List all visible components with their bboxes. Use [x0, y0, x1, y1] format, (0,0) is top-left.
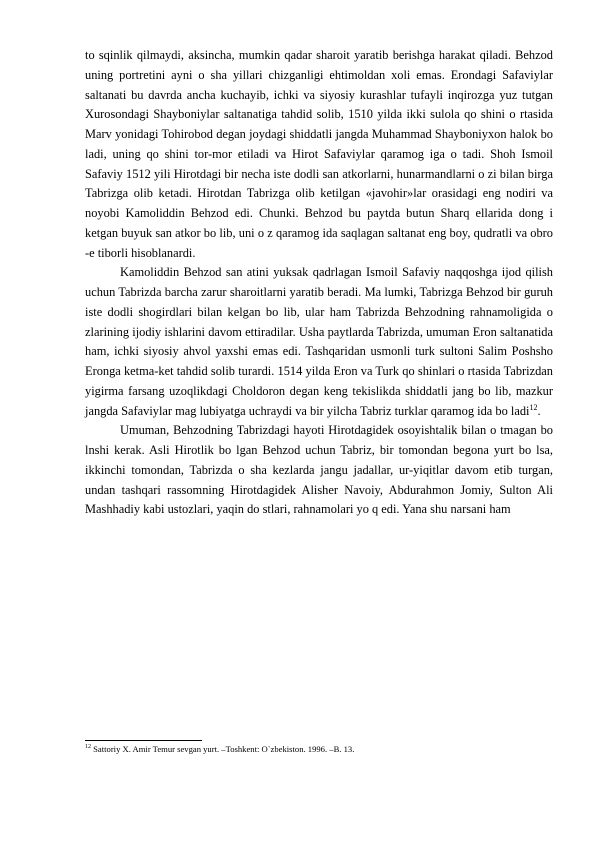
footnote-divider [85, 740, 202, 741]
paragraph-1-text: to sqinlik qilmaydi, aksincha, mumkin qadar sharoit yaratib berishga harakat qiladi. Behzod uning portretini ayni o sha yillari chizganligi ehtimoldan xoli emas. Erondagi Safaviylar saltanati bu davrda ancha kuchayib, ichki va siyosiy kurashlar tufayli inqirozga yuz tutgan Xurosondagi Shayboniylar saltanatiga tahdid solib, 1510 yilda ikki sulola qo shini o rtasida Marv yonidagi Tohirobod degan joydagi shiddatli jangda Muhammad Shayboniyxon halok bo ladi, uning qo shini tor-mor etiladi va Hirot Safaviylar qaramog iga o tadi. Shoh Ismoil Safaviy 1512 yili Hirotdagi bir necha iste dodli san atkorlarni, hunarmandlarni o zi bilan birga Tabrizga olib ketadi. Hirotdan Tabrizga olib ketilgan «javohir»lar orasidagi eng nodiri va noyobi Kamoliddin Behzod edi. Chunki. Behzod bu paytda butun Sharq ellarida dong i ketgan buyuk san atkor bo lib, uni o z qaramog ida saqlagan saltanat eng boy, qudratli va obro -e tiborli hisoblanardi. [85, 48, 553, 260]
page-body [85, 46, 553, 520]
footnote-text: Sattoriy X. Amir Temur sevgan yurt. –Toshkent: O`zbekiston. 1996. –B. 13. [91, 744, 355, 754]
footnote [85, 744, 553, 755]
paragraph-3-text: Umuman, Behzodning Tabrizdagi hayoti Hirotdagidek osoyishtalik bilan o tmagan bo lnshi kerak. Asli Hirotlik bo lgan Behzod uchun Tabriz, bir tomondan begona yurt bo lsa, ikkinchi tomondan, Tabrizda o sha kezlarda jangu jadallar, ur-yiqitlar davom etib turgan, undan tashqari rassomning Hirotdagidek Alisher Navoiy, Abdurahmon Jomiy, Sulton Ali Mashhadiy kabi ustozlari, yaqin do stlari, rahnamolari yo q edi. Yana shu narsani ham [85, 423, 553, 517]
paragraph-2: Kamoliddin Behzod san atini yuksak qadrlagan Ismoil Safaviy naqqoshga ijod qilish uchun Tabrizda barcha zarur sharoitlarni yaratib beradi. Ma lumki, Tabrizga Behzod bir guruh iste dodli shogirdlari bilan kelgan bo lib, ular ham Tabrizda Behzodning rahnamoligida o zlarining ijodiy ishlarini davom ettiradilar. Usha paytlarda Tabrizda, umuman Eron saltanatida ham, ichki siyosiy ahvol yaxshi emas edi. Tashqaridan usmonli turk sultoni Salim Poshsho Eronga ketma-ket tahdid solib turardi. 1514 yilda Eron va Turk qo shinlari o rtasida Tabrizdan yigirma farsang uzoqlikdagi Choldoron degan keng tekislikda shiddatli jang bo lib, mazkur jangda Safaviylar mag lubiyatga uchraydi va bir yilcha Tabriz turklar qaramog ida bo ladi$^{12}$. [85, 265, 553, 418]
paragraph-3 [85, 421, 553, 520]
paragraph-1 [85, 46, 553, 263]
paragraph-2-text: Kamoliddin Behzod san atini yuksak qadrlagan Ismoil Safaviy naqqoshga ijod qilish uchun Tabrizda barcha zarur sharoitlarni yaratib beradi. Ma lumki, Tabrizga Behzod bir guruh iste dodli shogirdlari bilan kelgan bo lib, ular ham Tabrizda Behzodning rahnamoligida o zlarining ijodiy ishlarini davom ettiradilar. Usha paytlarda Tabrizda, umuman Eron saltanatida ham, ichki siyosiy ahvol yaxshi emas edi. Tashqaridan usmonli turk sultoni Salim Poshsho Eronga ketma-ket tahdid solib turardi. 1514 yilda Eron va Turk qo shinlari o rtasida Tabrizdan yigirma farsang uzoqlikdagi Choldoron degan keng tekislikda shiddatli jang bo lib, mazkur jangda Safaviylar mag lubiyatga uchraydi va bir yilcha Tabriz turklar qaramog ida bo ladi [85, 265, 553, 418]
footnote-mark: 12 [85, 744, 91, 751]
footnote-reference[interactable]: 12 [529, 402, 538, 412]
